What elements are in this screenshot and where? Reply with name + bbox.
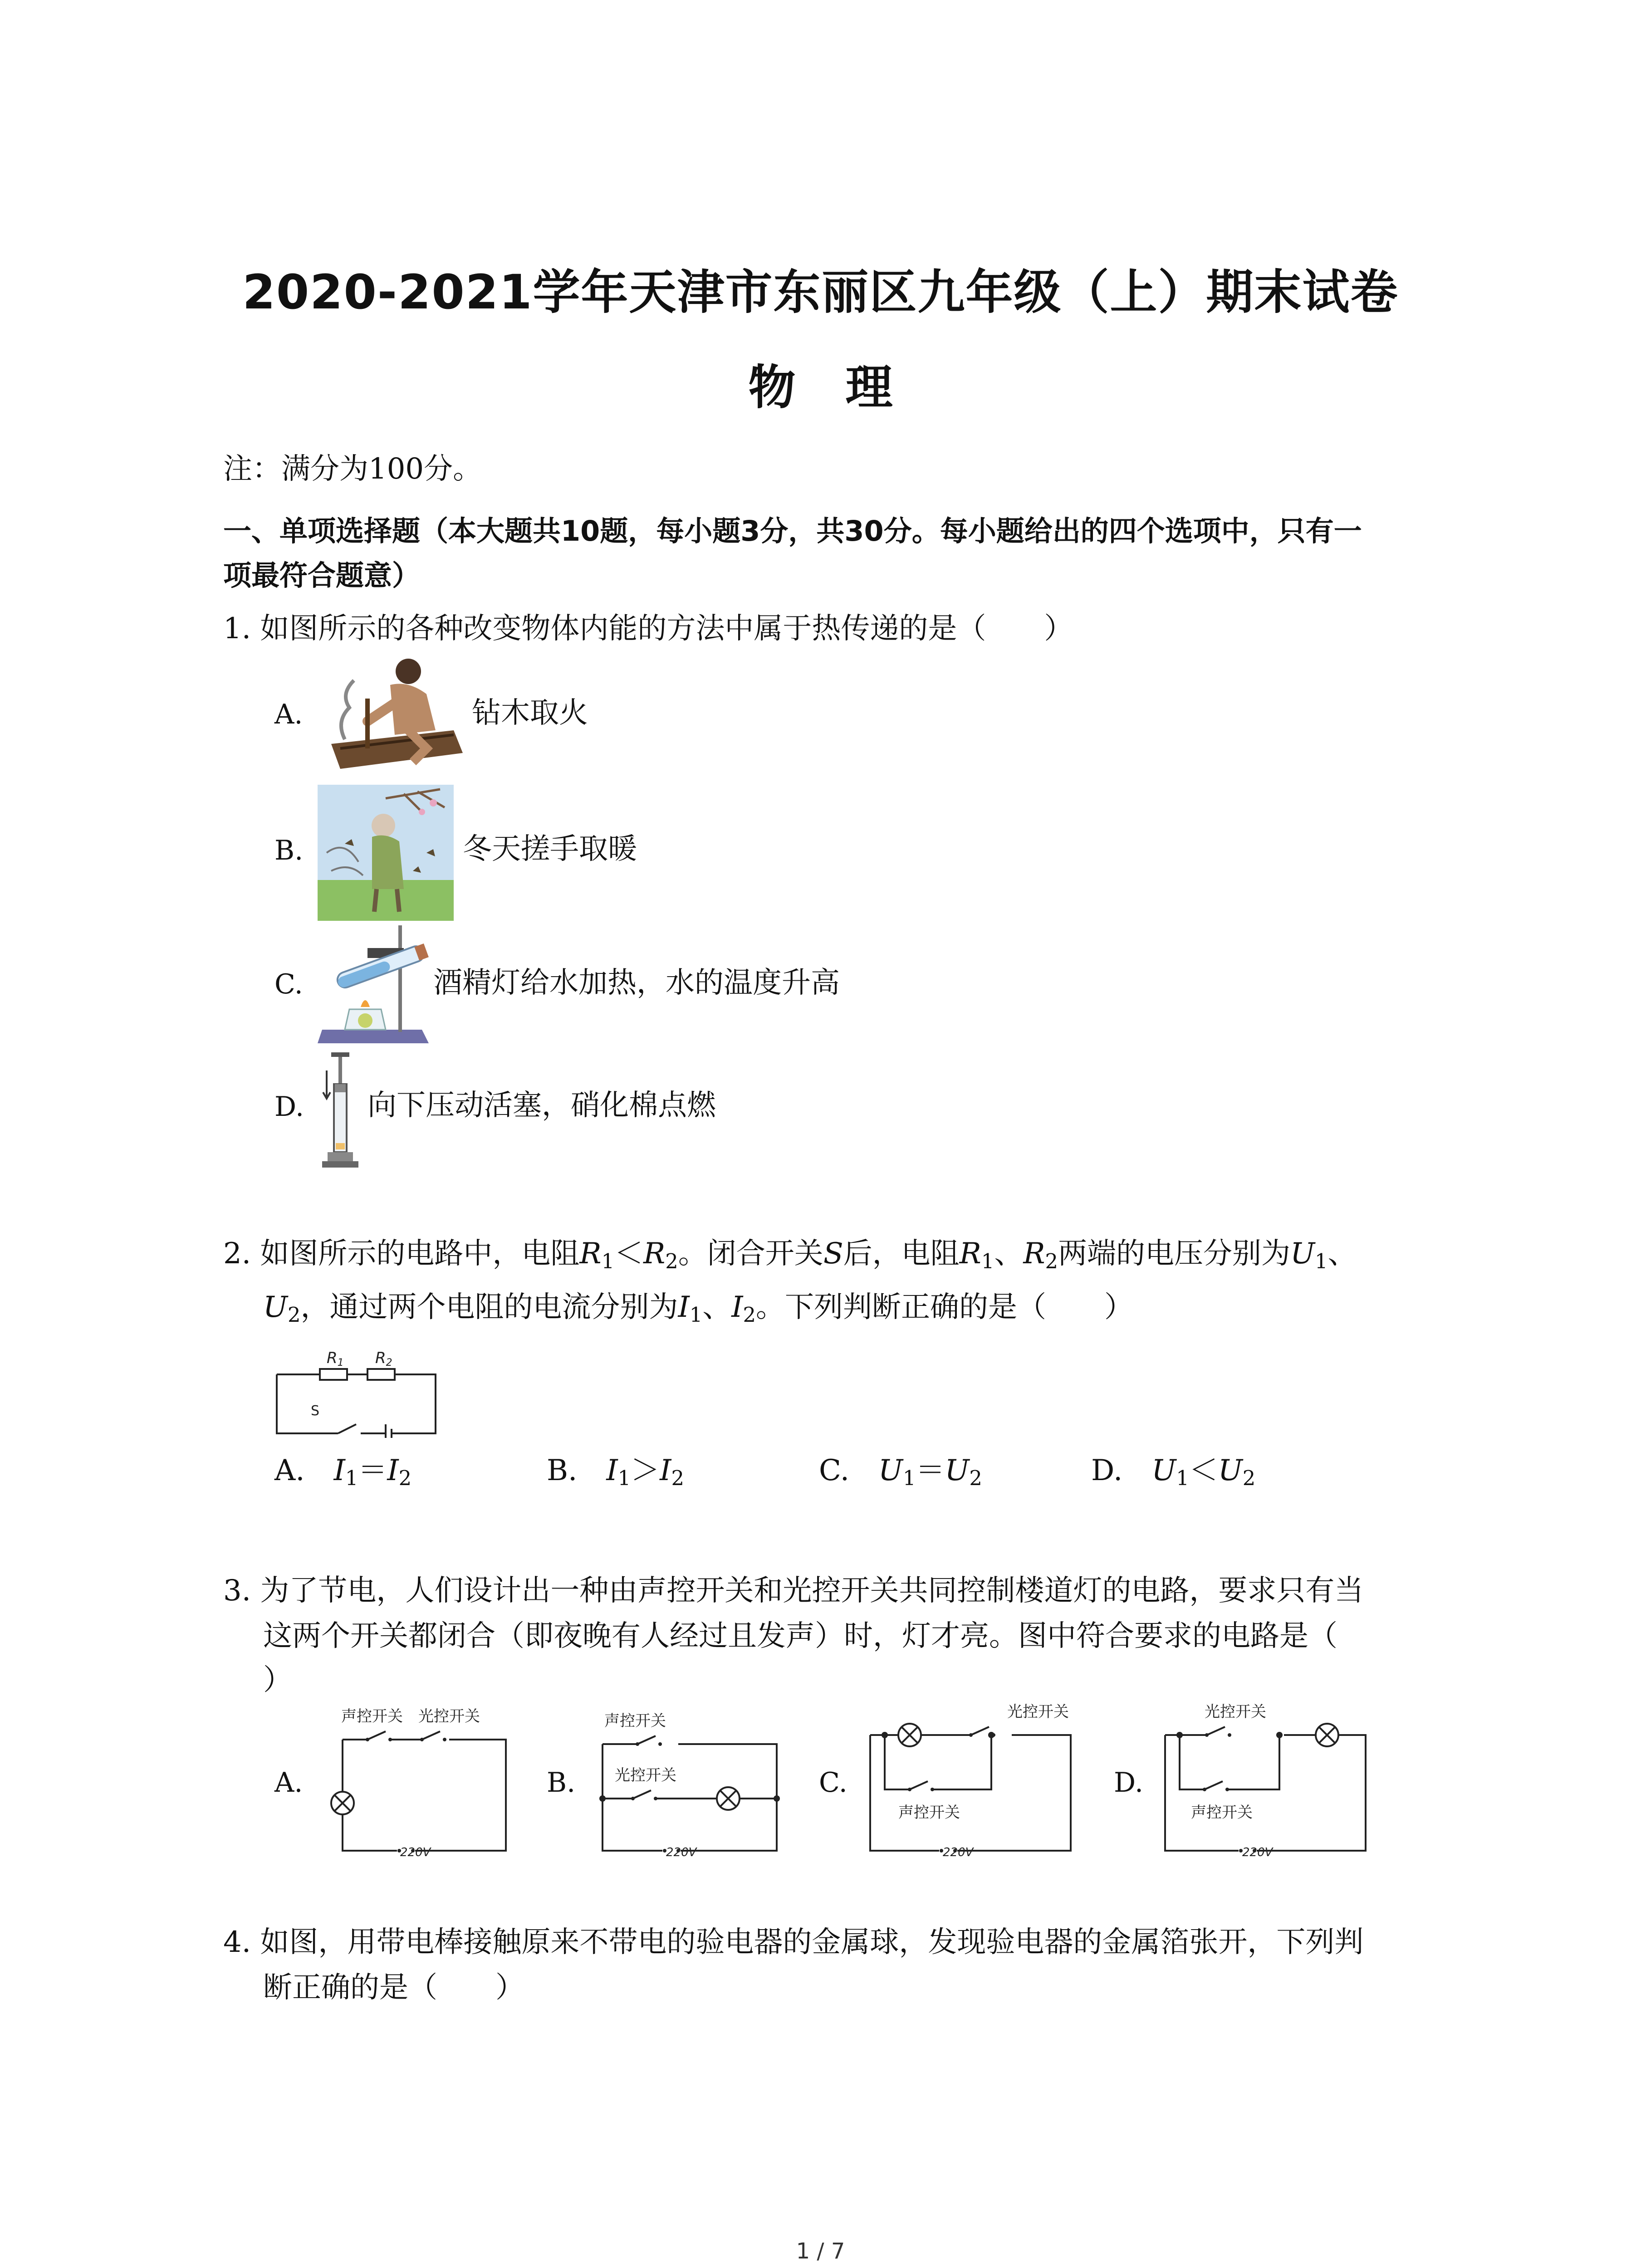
q1-option-c-text: 酒精灯给水加热，水的温度升高 — [433, 966, 840, 1000]
q2-option-b: B. $I_1>I_2$ — [547, 1454, 684, 1491]
q3-circuit-c — [867, 1699, 1080, 1862]
q1-option-d-letter: D. — [274, 1091, 304, 1123]
score-note: 注：满分为100分。 — [223, 452, 482, 486]
page-number: 1 / 7 — [796, 2239, 845, 2264]
q3-option-c-letter: C. — [819, 1767, 847, 1799]
q1-option-b-letter: B. — [274, 835, 304, 866]
section-heading-cont: 项最符合题意） — [223, 559, 421, 592]
q3-stem-line3: ） — [263, 1663, 292, 1697]
svg-text:声控开关: 声控开关 — [898, 1804, 960, 1822]
svg-text:光控开关: 光控开关 — [1007, 1703, 1069, 1721]
q1-stem: 1. 如图所示的各种改变物体内能的方法中属于热传递的是（ ） — [223, 612, 1073, 645]
q1-option-a-text: 钻木取火 — [472, 696, 588, 730]
q3-circuit-b — [599, 1708, 794, 1862]
q1-option-a-letter: A. — [274, 699, 303, 730]
svg-text:光控开关: 光控开关 — [1205, 1703, 1266, 1721]
q2-circuit-diagram — [274, 1343, 442, 1438]
q2-option-a: A. $I_1=I_2$ — [274, 1454, 412, 1491]
svg-text:S: S — [311, 1403, 320, 1419]
q1-option-d-text: 向下压动活塞，硝化棉点燃 — [367, 1089, 716, 1122]
svg-text:声控开关: 声控开关 — [341, 1707, 403, 1725]
q4-stem-line2: 断正确的是（ ） — [263, 1971, 524, 2004]
q1-option-a-image — [318, 653, 467, 776]
q3-stem-line1: 3. 为了节电，人们设计出一种由声控开关和光控开关共同控制楼道灯的电路，要求只有当 — [223, 1574, 1364, 1608]
q3-option-b-letter: B. — [547, 1767, 576, 1799]
q2-option-c: C. $U_1=U_2$ — [819, 1454, 982, 1491]
q4-stem-line1: 4. 如图，用带电棒接触原来不带电的验电器的金属球，发现验电器的金属箔张开，下列判 — [223, 1926, 1364, 1959]
svg-text:R1: R1 — [327, 1349, 344, 1369]
svg-text:220V: 220V — [943, 1846, 974, 1859]
q1-option-d-image — [318, 1052, 363, 1170]
subject-title: 物理 — [748, 360, 943, 415]
q3-option-d-letter: D. — [1114, 1767, 1144, 1799]
section-heading: 一、单项选择题（本大题共10题，每小题3分，共30分。每小题给出的四个选项中，只有一 — [223, 514, 1362, 547]
q3-circuit-a — [318, 1703, 513, 1862]
q3-stem-line2: 这两个开关都闭合（即夜晚有人经过且发声）时，灯才亮。图中符合要求的电路是（ — [263, 1619, 1337, 1653]
exam-title: 2020-2021学年天津市东丽区九年级（上）期末试卷 — [242, 264, 1399, 320]
q3-option-a-letter: A. — [274, 1767, 303, 1799]
q3-circuit-d — [1161, 1699, 1375, 1862]
svg-text:光控开关: 光控开关 — [615, 1766, 676, 1784]
q1-option-b-image — [318, 785, 454, 921]
svg-text:220V: 220V — [400, 1846, 431, 1859]
q1-option-c-image — [318, 921, 431, 1043]
q1-option-b-text: 冬天搓手取暖 — [463, 832, 637, 866]
svg-text:220V: 220V — [1242, 1846, 1273, 1859]
svg-text:220V: 220V — [666, 1846, 697, 1859]
q1-option-c-letter: C. — [274, 968, 303, 1000]
q2-stem-line2: $U_2$，通过两个电阻的电流分别为$I_1$、$I_2$。下列判断正确的是（ ） — [263, 1290, 1134, 1327]
svg-text:声控开关: 声控开关 — [1191, 1804, 1253, 1822]
q2-option-d: D. $U_1<U_2$ — [1091, 1454, 1256, 1491]
svg-text:声控开关: 声控开关 — [604, 1712, 666, 1730]
svg-text:光控开关: 光控开关 — [418, 1707, 480, 1725]
q2-stem-line1: 2. 如图所示的电路中，电阻$R_1<R_2$。闭合开关S后，电阻$R_1$、$R_2$两端的电压分别为$U_1$、 — [223, 1237, 1357, 1274]
svg-text:R2: R2 — [375, 1349, 392, 1369]
